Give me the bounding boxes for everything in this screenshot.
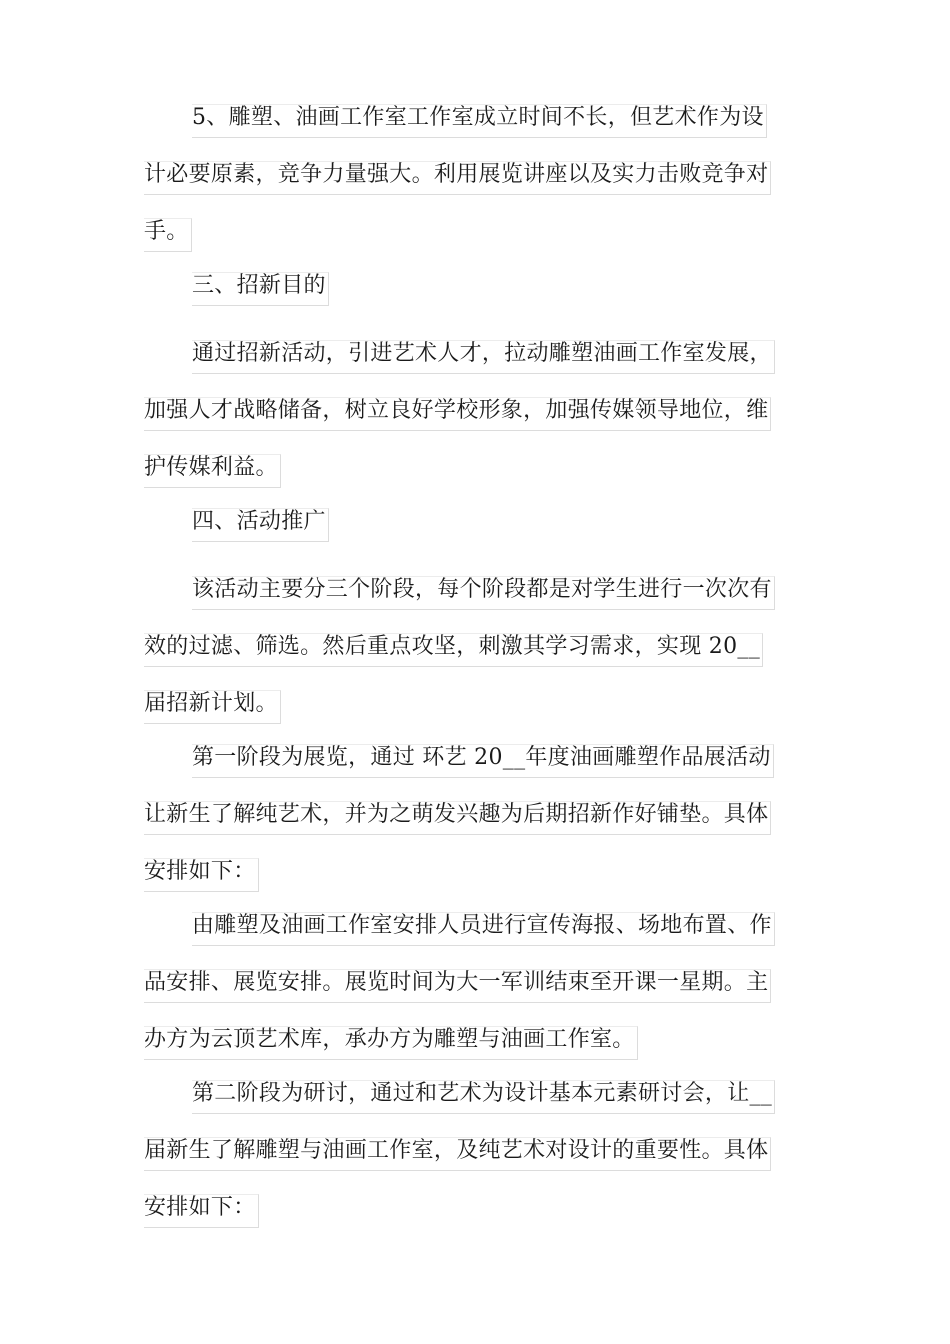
text-line-content: 该活动主要分三个阶段，每个阶段都是对学生进行一次次有 xyxy=(192,576,775,610)
text-line-content: 加强人才战略储备，树立良好学校形象，加强传媒领导地位，维 xyxy=(144,397,771,431)
text-line xyxy=(144,572,808,629)
section-heading xyxy=(144,268,808,325)
text-line xyxy=(144,686,808,743)
text-line xyxy=(144,854,808,911)
text-line-content: 第二阶段为研讨，通过和艺术为设计基本元素研讨会，让__ xyxy=(192,1080,775,1114)
text-line xyxy=(144,1076,808,1133)
text-line xyxy=(144,1133,808,1190)
text-line xyxy=(144,908,808,965)
section-heading-text: 四、活动推广 xyxy=(192,508,329,542)
text-line-content: 由雕塑及油画工作室安排人员进行宣传海报、场地布置、作 xyxy=(192,912,775,946)
text-line-content: 品安排、展览安排。展览时间为大一军训结束至开课一星期。主 xyxy=(144,969,771,1003)
paragraph-competition xyxy=(144,100,808,271)
text-line-content: 5、雕塑、油画工作室工作室成立时间不长，但艺术作为设 xyxy=(192,104,767,138)
text-line xyxy=(144,629,808,686)
text-line xyxy=(144,1190,808,1247)
text-line-content: 通过招新活动，引进艺术人才，拉动雕塑油画工作室发展， xyxy=(192,340,775,374)
text-line xyxy=(144,214,808,271)
text-line xyxy=(144,393,808,450)
paragraph-stages xyxy=(144,572,808,743)
text-line-content: 第一阶段为展览，通过 环艺 20__年度油画雕塑作品展活动 xyxy=(192,744,774,778)
text-line-content: 安排如下： xyxy=(144,858,259,892)
text-line-content: 届招新计划。 xyxy=(144,690,281,724)
text-line-content: 护传媒利益。 xyxy=(144,454,281,488)
heading-recruit-purpose xyxy=(144,268,808,325)
text-line-content: 安排如下： xyxy=(144,1194,259,1228)
section-heading xyxy=(144,504,808,561)
paragraph-exhibition-arrangement xyxy=(144,908,808,1079)
text-line xyxy=(144,157,808,214)
text-line xyxy=(144,740,808,797)
text-line-content: 届新生了解雕塑与油画工作室，及纯艺术对设计的重要性。具体 xyxy=(144,1137,771,1171)
paragraph-purpose xyxy=(144,336,808,507)
text-line xyxy=(144,965,808,1022)
heading-promotion xyxy=(144,504,808,561)
text-line xyxy=(144,797,808,854)
text-line-content: 办方为云顶艺术库，承办方为雕塑与油画工作室。 xyxy=(144,1026,638,1060)
section-heading-text: 三、招新目的 xyxy=(192,272,329,306)
text-line-content: 计必要原素，竞争力量强大。利用展览讲座以及实力击败竞争对 xyxy=(144,161,771,195)
text-line-content: 让新生了解纯艺术，并为之萌发兴趣为后期招新作好铺垫。具体 xyxy=(144,801,771,835)
text-line xyxy=(144,336,808,393)
text-line xyxy=(144,450,808,507)
paragraph-stage-one xyxy=(144,740,808,911)
text-line-content: 效的过滤、筛选。然后重点攻坚，刺激其学习需求，实现 20__ xyxy=(144,633,763,667)
text-line-content: 手。 xyxy=(144,218,192,252)
text-line xyxy=(144,100,808,157)
text-line xyxy=(144,1022,808,1079)
paragraph-stage-two xyxy=(144,1076,808,1247)
